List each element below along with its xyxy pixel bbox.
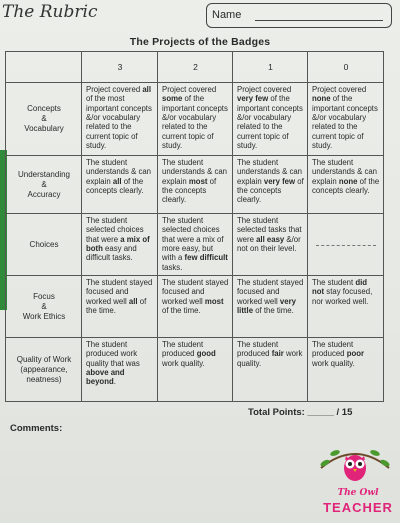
criteria-cell [308,214,384,276]
criteria-text: none [312,94,331,104]
criteria-text: all easy [256,234,285,244]
category-label: neatness) [26,374,62,384]
criteria-text: of the important concepts &/or vocabulary related to the current topic of study. [312,94,378,151]
criteria-text: very little [237,296,296,316]
rubric-table [5,51,384,402]
category-cell [6,83,82,156]
criteria-text: The student stayed focused and worked well [86,278,153,306]
criteria-cell [82,276,158,338]
criteria-text: all [128,296,138,306]
criteria-cell [308,276,384,338]
criteria-cell [233,276,308,338]
criteria-text: Project covered [86,85,143,94]
category-label: & [41,114,47,123]
criteria-cell [158,214,233,276]
category-cell [6,156,82,214]
criteria-cell [308,156,384,214]
category-cell [6,338,82,402]
criteria-cell [308,338,384,402]
criteria-text: poor [346,349,365,359]
criteria-text: The student selected choices that were [86,216,144,244]
criteria-text: work quality. [312,358,355,368]
corner-cell [6,52,82,83]
criteria-text: The student produced [237,340,279,359]
criteria-text: The student understands & can explain [162,158,228,186]
criteria-cell [158,83,233,156]
criteria-text: all [142,85,152,94]
criteria-text: of the most important concepts &/or vocabulary related to the current topic of study. [86,94,152,151]
criteria-text: of the concepts clearly. [312,176,380,196]
criteria-text: work quality. [237,349,303,368]
criteria-cell [233,214,308,276]
category-label: & [41,179,47,189]
name-line [255,20,383,21]
criteria-cell [158,276,233,338]
category-label: Vocabulary [24,124,64,133]
criteria-text: of the time. [162,306,201,316]
criteria-text: The student [312,278,356,287]
category-label: Choices [29,239,59,249]
criteria-text: of the time. [86,296,147,316]
criteria-text: easy and difficult tasks. [86,244,137,263]
rubric-row [6,338,384,402]
criteria-text: The student produced [162,340,204,359]
criteria-text: of the concepts clearly. [237,176,304,205]
header-row [6,52,384,83]
criteria-cell [308,83,384,156]
criteria-text: did not [312,278,368,297]
category-label: Focus [33,291,55,301]
criteria-text: of the concepts clearly. [86,176,144,196]
criteria-text: work quality. [162,358,205,368]
rubric-body [6,83,384,402]
criteria-text: above and beyond [86,368,125,387]
criteria-cell [82,156,158,214]
criteria-text: &/or not on their level. [237,234,301,254]
category-label: Work Ethics [22,311,66,321]
owl-icon [344,455,366,481]
category-cell [6,214,82,276]
criteria-text: very few [263,176,296,186]
rubric-row [6,276,384,338]
logo-line-1: The Owl [337,488,379,498]
criteria-text: The student selected choices that were a mix of more easy, but with a [162,216,224,263]
criteria-text: a mix of both [86,234,150,254]
criteria-text: fair [271,349,284,359]
criteria-text: The student understands & can explain [86,158,152,186]
column-header: 0 [308,52,384,83]
total-points: Total Points: _____ / 15 [248,407,353,418]
name-field[interactable] [206,3,392,28]
criteria-text: few difficult [184,253,228,263]
rubric-row [6,156,384,214]
rubric-row [6,83,384,156]
criteria-text: . [113,377,116,387]
criteria-text: of the important concepts &/or vocabulary related to the current topic of study. [237,94,303,151]
criteria-text: The student stayed focused and worked well [162,278,229,306]
criteria-text: all [112,176,122,186]
criteria-text: The student stayed focused and worked well [237,278,304,306]
criteria-text: of the important concepts &/or vocabulary related to the current topic of study. [162,94,228,151]
criteria-cell [82,83,158,156]
criteria-text: Project covered [312,85,367,94]
criteria-cell [233,338,308,402]
category-label: Concepts [27,104,61,113]
name-label: Name [212,9,242,21]
criteria-text: most [188,176,208,186]
criteria-text: none [338,176,358,186]
criteria-text: The student understands & can explain [237,158,303,186]
category-label: & [41,301,47,311]
category-label: Understanding [17,169,71,179]
criteria-text: Project covered [162,85,217,94]
criteria-cell [82,214,158,276]
criteria-cell [158,338,233,402]
category-cell [6,276,82,338]
table-title: The Projects of the Badges [129,36,271,48]
page-title: The Rubric [2,2,98,22]
criteria-cell [233,156,308,214]
criteria-text: most [204,296,224,306]
criteria-text: The student understands & can explain [312,158,378,186]
column-header: 1 [233,52,308,83]
category-label: Accuracy [27,189,61,199]
criteria-cell [233,83,308,156]
column-header: 2 [158,52,233,83]
criteria-text: The student selected tasks that were [237,216,302,244]
comments-label: Comments: [10,423,63,434]
criteria-text: The student produced work quality that was [86,340,140,368]
criteria-cell [158,156,233,214]
criteria-text: good [196,349,216,359]
criteria-text: tasks. [162,262,183,272]
criteria-text: Project covered [237,85,292,94]
criteria-text: The student produced [312,340,354,359]
empty-cell-line [316,244,376,246]
criteria-text: of the concepts clearly. [162,176,217,205]
criteria-text: some [162,94,183,104]
criteria-cell [82,338,158,402]
rubric-row [6,214,384,276]
criteria-text: very few [237,94,269,104]
category-label: Quality of Work [16,354,72,364]
column-header: 3 [82,52,158,83]
logo-line-2: TEACHER [323,500,393,515]
criteria-text: of the time. [253,306,294,316]
category-label: (appearance, [20,364,68,374]
criteria-text: stay focused, nor worked well. [312,287,373,306]
